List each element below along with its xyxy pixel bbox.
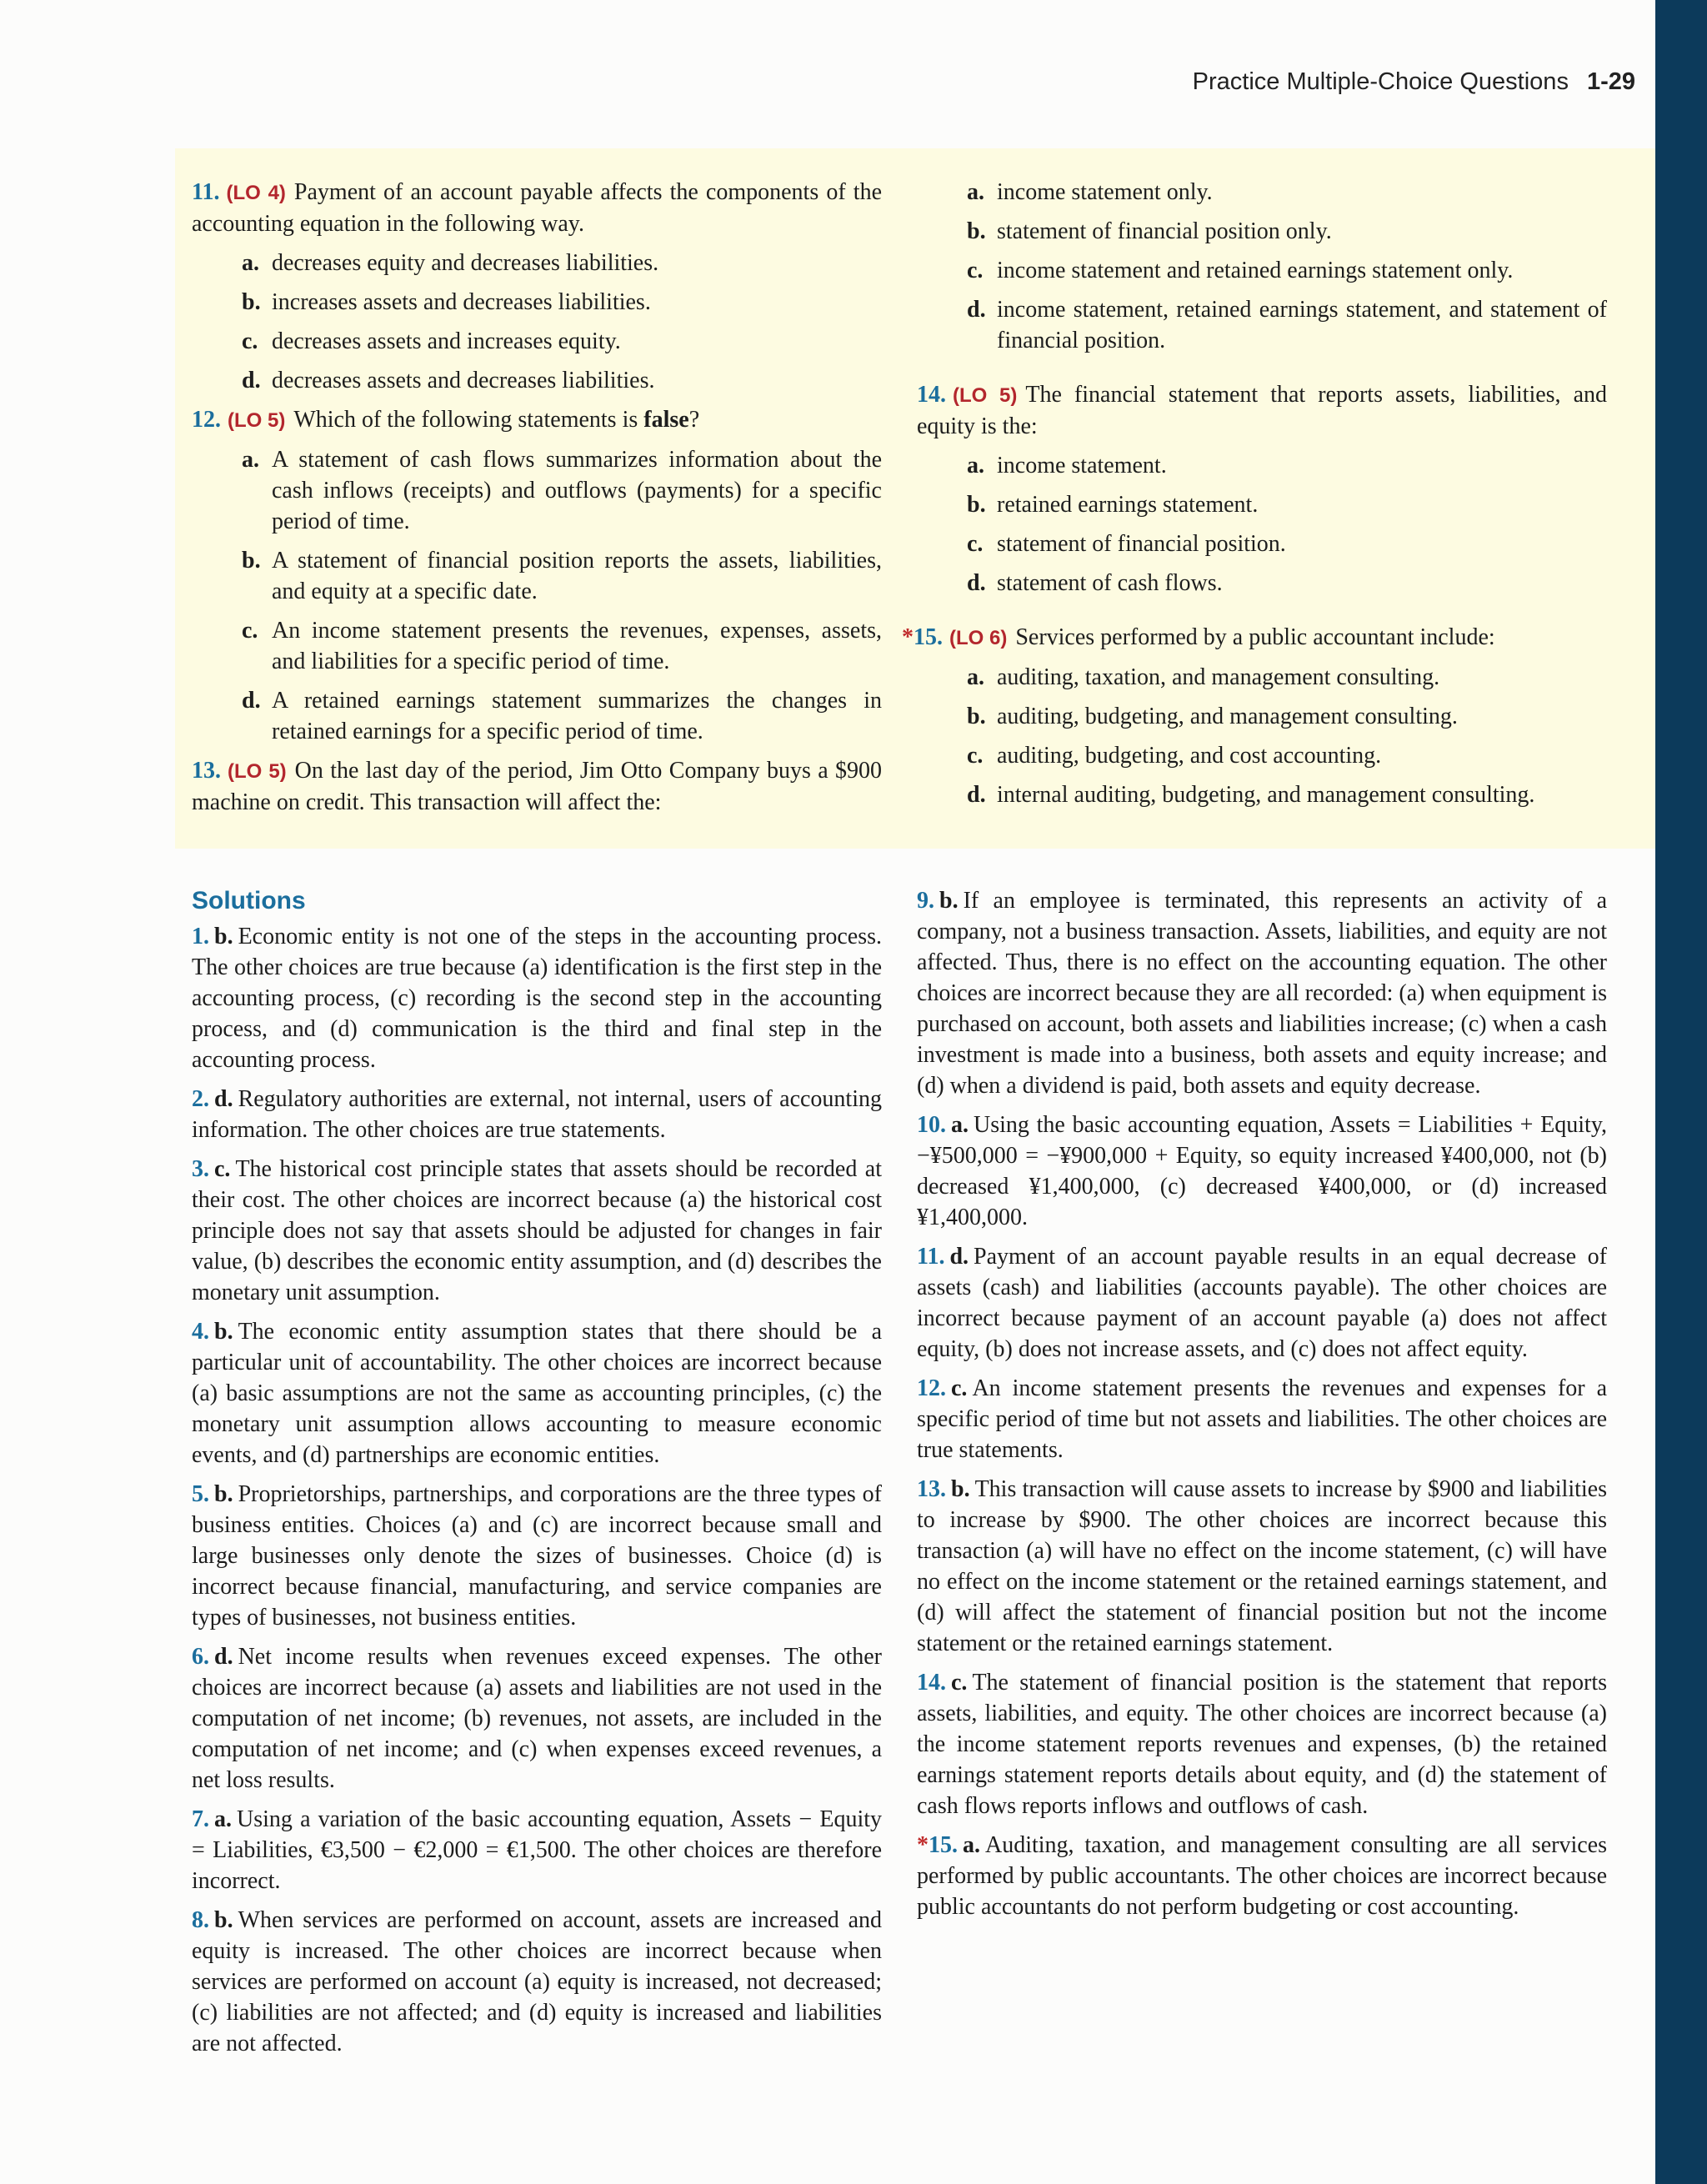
option: a. auditing, taxation, and management consulting.: [967, 664, 1440, 690]
question-number: 15.: [914, 624, 943, 650]
question-11: [192, 177, 882, 239]
option: d. A retained earnings statement summarizes the changes in retained earnings for a specific period of time.: [242, 688, 882, 744]
solution-item: 13. b. This transaction will cause assets to increase by $900 and liabilities to increase by $900. The other choices are incorrect because this transaction (a) will have no effect on the income statement, (c) will have no effect on the income statement or the retained earnings statement, and (d) will affect the statement of financial position but not the income statement or the retained earnings statement.: [917, 1476, 1607, 1656]
question-text: On the last day of the period, Jim Otto Company buys a $900 machine on credit. This transaction will affect the:: [192, 758, 882, 815]
solution-item: 5. b. Proprietorships, partnerships, and corporations are the three types of business entities. Choices (a) and (c) are incorrect because small and large businesses only denote the sizes of businesses. Choice (d) is incorrect because financial, manufacturing, and service companies are types of businesses, not business entities.: [192, 1481, 882, 1630]
option: c. An income statement presents the revenues, expenses, assets, and liabilities for a specific period of time.: [242, 618, 882, 674]
running-head: [1193, 68, 1635, 96]
option: d. income statement, retained earnings statement, and statement of financial position.: [967, 297, 1607, 353]
question-number: 13.: [192, 758, 221, 784]
question-text: Payment of an account payable affects the components of the accounting equation in the following way.: [192, 179, 883, 237]
option: a. A statement of cash flows summarizes information about the cash inflows (receipts) and outflows (payments) for a specific period of time.: [242, 447, 882, 534]
option: b. retained earnings statement.: [967, 492, 1259, 518]
learning-objective: (LO 5): [228, 760, 287, 783]
solution-item: 14. c. The statement of financial position is the statement that reports assets, liabilities, and equity. The other choices are incorrect because (a) the income statement reports revenues and expenses, (b) the retained earnings statement reports details about equity, and (d) the statement of cash flows reports inflows and outflows of cash.: [917, 1670, 1607, 1819]
option: d. decreases assets and decreases liabilities.: [242, 368, 655, 393]
question-number: 14.: [917, 382, 946, 408]
question-number: 11.: [192, 179, 220, 205]
question-15: [902, 622, 1607, 654]
option: c. income statement and retained earnings statement only.: [967, 258, 1514, 283]
solutions-column-left: [192, 885, 882, 2067]
page-edge-bar: [1655, 0, 1707, 2184]
question-14: [917, 379, 1607, 442]
question-13: [192, 755, 882, 818]
solution-item: 7. a. Using a variation of the basic accounting equation, Assets − Equity = Liabilities, €3,500 − €2,000 = €1,500. The other choices are therefore incorrect.: [192, 1806, 882, 1894]
solution-item: 9. b. If an employee is terminated, this represents an activity of a company, not a business transaction. Assets, liabilities, and equity are not affected. Thus, there is no effect on the accounting equation. The other choices are incorrect because they are all recorded: (a) when equipment is purchased on account, both assets and liabilities increase; (c) when a cash investment is made into a business, both assets and equity increase; and (d) when a dividend is paid, both assets and equity decrease.: [917, 888, 1607, 1099]
question-text: Services performed by a public accountant include:: [1015, 624, 1495, 650]
question-number: 12.: [192, 407, 221, 433]
page-number: 1-29: [1586, 68, 1635, 95]
option: b. increases assets and decreases liabilities.: [242, 289, 651, 315]
learning-objective: (LO 6): [949, 627, 1008, 649]
running-head-title: Practice Multiple-Choice Questions: [1192, 68, 1569, 95]
option: c. statement of financial position.: [967, 531, 1286, 557]
practice-column-left: [192, 177, 882, 826]
question-text: The financial statement that reports assets, liabilities, and equity is the:: [917, 382, 1607, 439]
supplement-star: *: [917, 1832, 929, 1858]
option: a. income statement.: [967, 453, 1167, 478]
option: b. auditing, budgeting, and management consulting.: [967, 704, 1458, 729]
option: d. statement of cash flows.: [967, 570, 1223, 596]
option: d. internal auditing, budgeting, and management consulting.: [967, 782, 1535, 808]
solution-item: 12. c. An income statement presents the revenues and expenses for a specific period of time but not assets and liabilities. The other choices are true statements.: [917, 1375, 1607, 1463]
learning-objective: (LO 5): [228, 409, 286, 432]
solution-item: 1. b. Economic entity is not one of the steps in the accounting process. The other choices are true because (a) identification is the first step in the accounting process, (c) recording is the second step in the accounting process, and (d) communication is the third and final step in the accounting process.: [192, 924, 882, 1073]
option: a. income statement only.: [967, 179, 1213, 205]
solution-item: 10. a. Using the basic accounting equation, Assets = Liabilities + Equity, −¥500,000 = −¥900,000 + Equity, so equity increased ¥400,000, not (b) decreased ¥1,400,000, (c) decreased ¥400,000, or (d) increased ¥1,400,000.: [917, 1112, 1607, 1230]
solution-item: 3. c. The historical cost principle states that assets should be recorded at their cost. The other choices are incorrect because (a) the historical cost principle does not say that assets should be adjusted for changes in fair value, (b) describes the economic entity assumption, and (d) describes the monetary unit assumption.: [192, 1156, 882, 1305]
solution-item: 4. b. The economic entity assumption states that there should be a particular unit of accountability. The other choices are incorrect because (a) basic assumptions are not the same as accounting principles, (c) the monetary unit assumption allows accounting to measure economic events, and (d) partnerships are economic entities.: [192, 1319, 882, 1468]
solution-item: 8. b. When services are performed on account, assets are increased and equity is increased. The other choices are incorrect because when services are performed on account (a) equity is increased, not decreased; (c) liabilities are not affected; and (d) equity is increased and liabilities are not affected.: [192, 1907, 882, 2056]
learning-objective: (LO 4): [226, 182, 286, 204]
supplement-star: *: [902, 624, 914, 650]
solutions-column-right: [917, 885, 1607, 1931]
option: c. auditing, budgeting, and cost accounting.: [967, 743, 1382, 769]
option: a. decreases equity and decreases liabilities.: [242, 250, 659, 276]
practice-column-right: [902, 177, 1607, 819]
solutions-heading: Solutions: [192, 887, 306, 914]
option: b. A statement of financial position reports the assets, liabilities, and equity at a specific date.: [242, 548, 882, 604]
option: b. statement of financial position only.: [967, 218, 1332, 244]
solution-item: 2. d. Regulatory authorities are external, not internal, users of accounting information. The other choices are true statements.: [192, 1086, 882, 1143]
learning-objective: (LO 5): [953, 384, 1018, 407]
solution-item: 11. d. Payment of an account payable results in an equal decrease of assets (cash) and liabilities (accounts payable). The other choices are incorrect because payment of an account payable (a) does not affect equity, (b) does not increase assets, and (c) does not affect equity.: [917, 1244, 1607, 1362]
solution-item: *15. a. Auditing, taxation, and management consulting are all services performed by public accountants. The other choices are incorrect because public accountants do not perform budgeting or cost accounting.: [917, 1832, 1607, 1920]
solution-item: 6. d. Net income results when revenues exceed expenses. The other choices are incorrect because (a) assets and liabilities are not used in the computation of net income; (b) revenues, not assets, are included in the computation of net income; and (c) when expenses exceed revenues, a net loss results.: [192, 1644, 882, 1793]
option: c. decreases assets and increases equity.: [242, 328, 621, 354]
question-12: 12. (LO 5) Which of the following statements is false?: [192, 407, 700, 433]
